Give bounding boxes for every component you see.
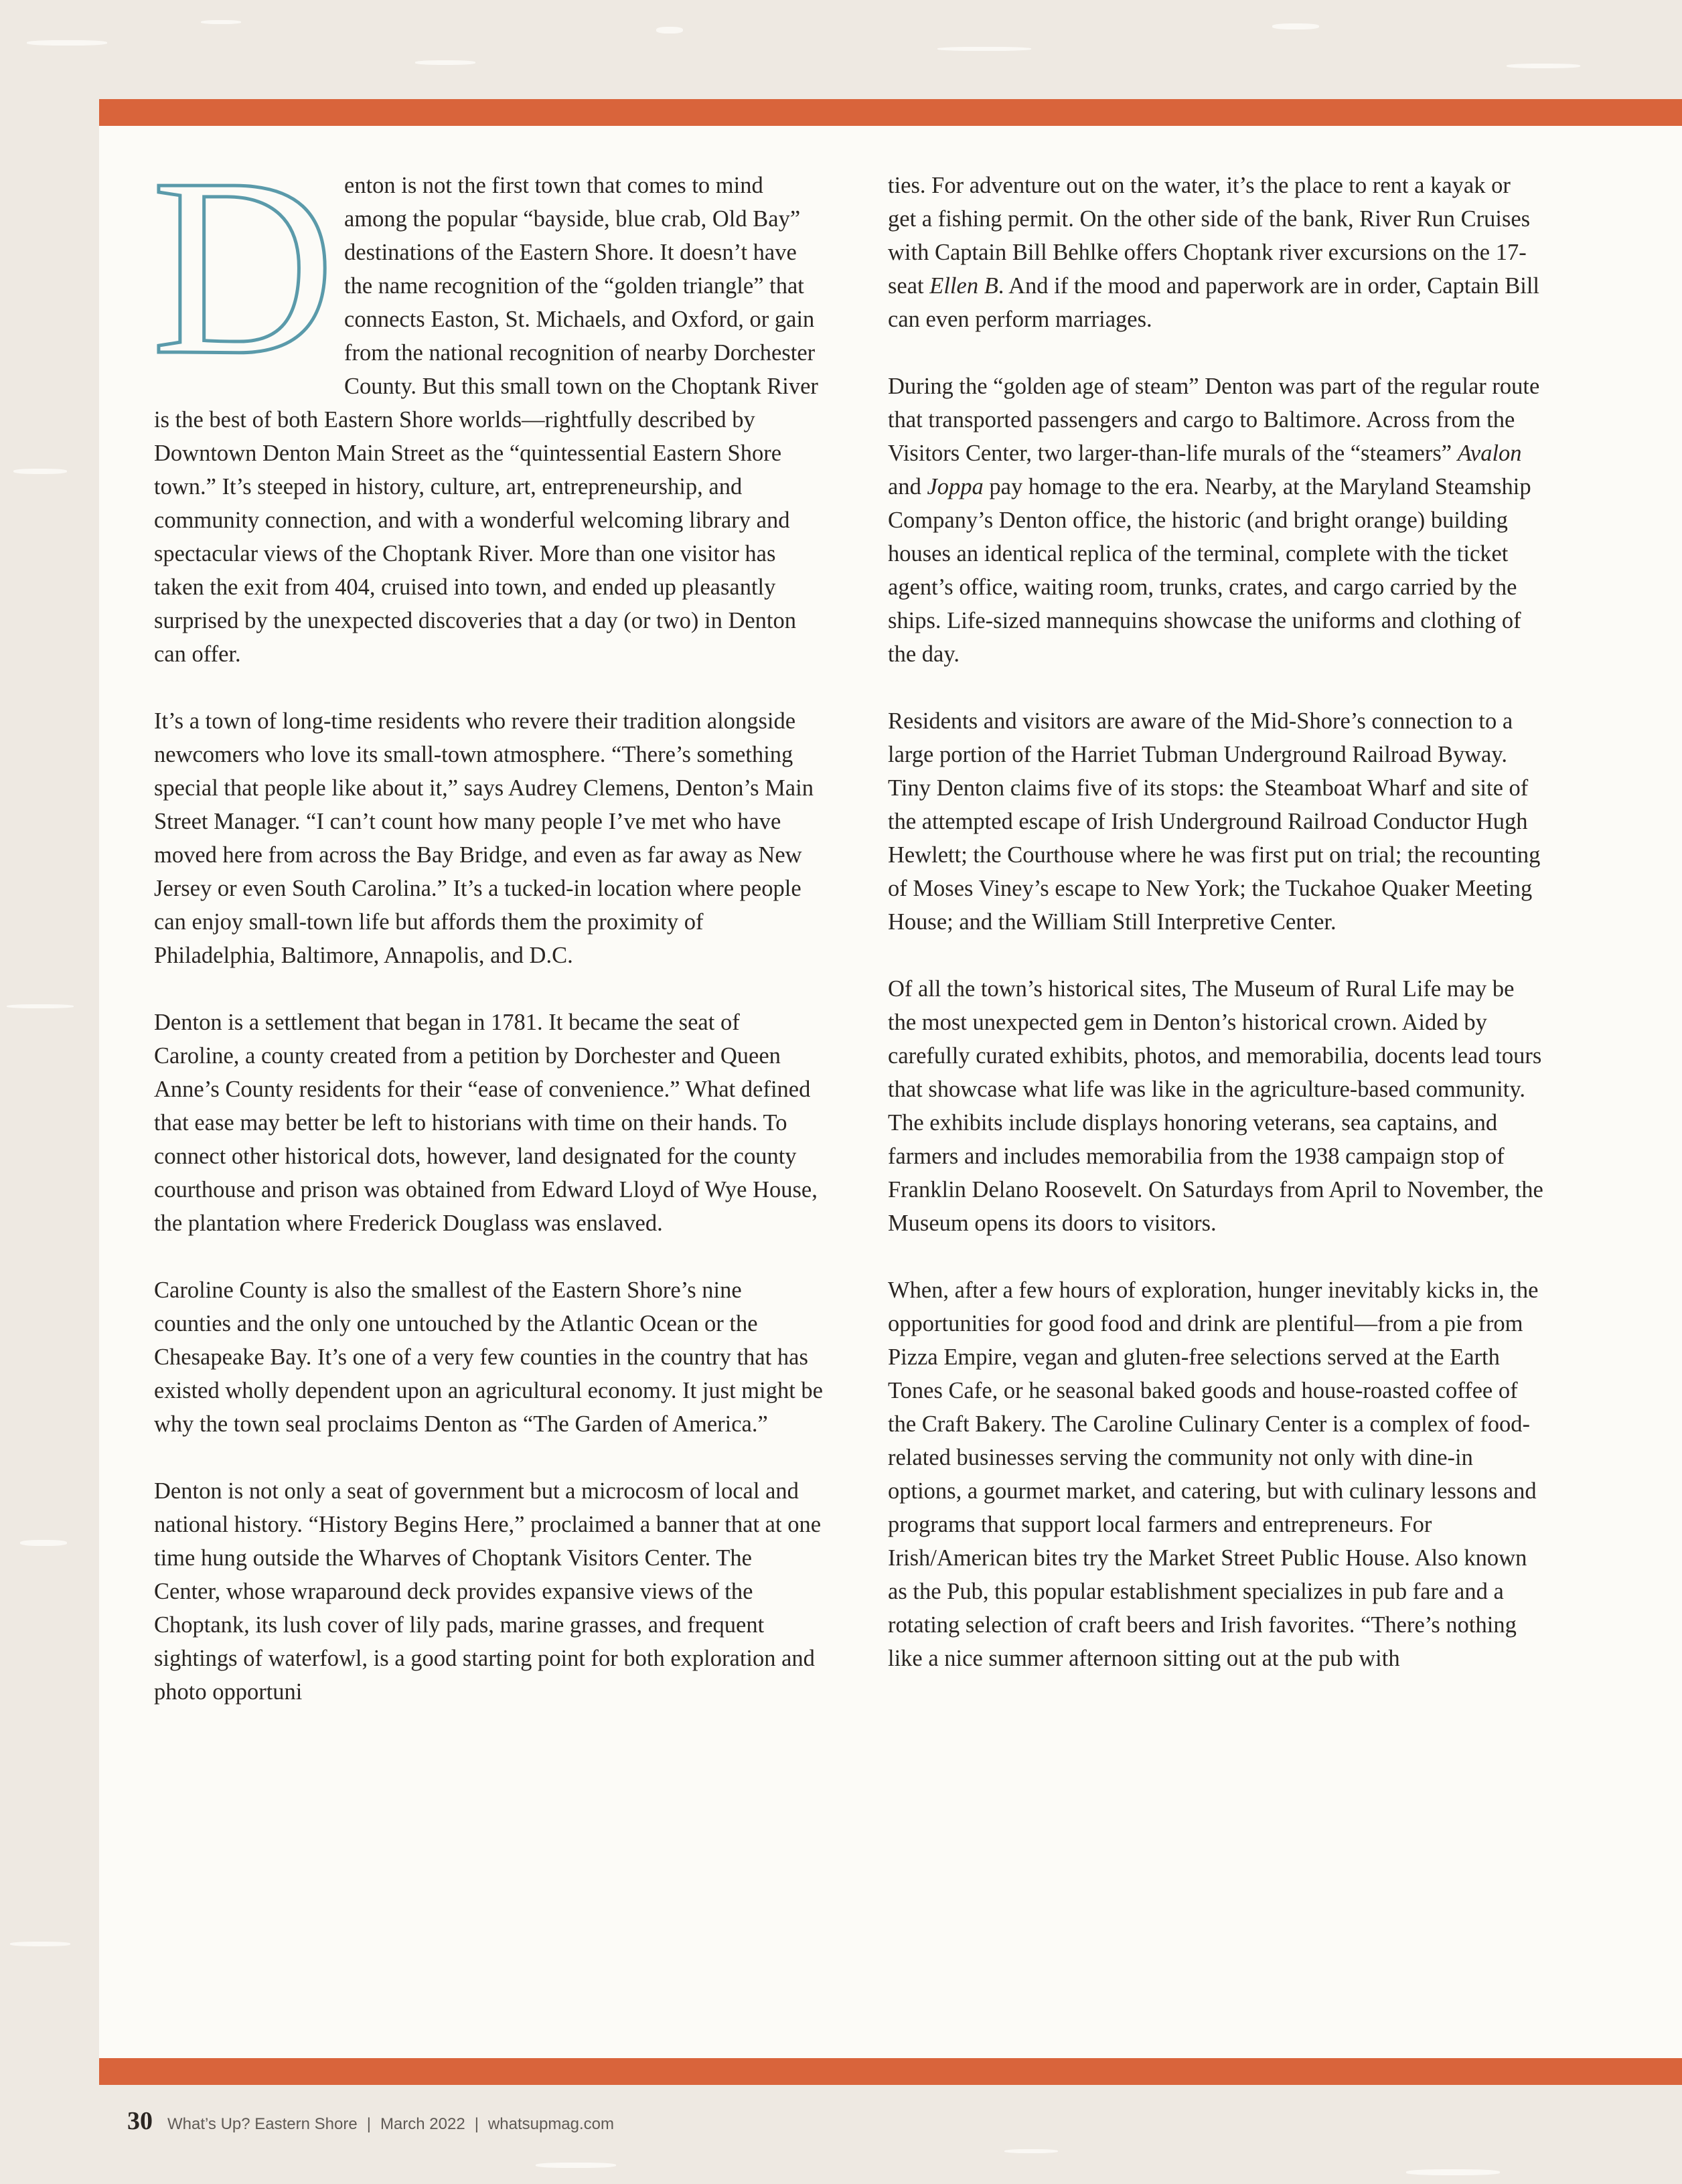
article-paragraph — [888, 704, 1544, 939]
paragraph-text: enton is not the first town that comes to mind among the popular “bayside, blue crab, Old Bay” destinations of the Eastern Shore. It doesn’t have the name recognition of the “golden triangle” that connects Easton, St. Michaels, and Oxford, or gain from the national recognition of nearby Dorchester County. But this small town on the Choptank River is the best of both Eastern Shore worlds—rightfully described by Downtown Denton Main Street as the “quintessential Eastern Shore town.” It’s steeped in history, culture, art, entrepreneurship, and community connection, and with a wonderful welcoming library and spectacular views of the Choptank River. More than one visitor has taken the exit from 404, cruised into town, and ended up pleasantly surprised by the unexpected discoveries that a day (or two) in Denton can offer. — [154, 173, 818, 667]
paragraph-text: Caroline County is also the smallest of the Eastern Shore’s nine counties and the only one untouched by the Atlantic Ocean or the Chesapeake Bay. It’s one of a very few counties in the country that has existed wholly dependent upon an agricultural economy. It just might be why the town seal proclaims Denton as “The Garden of America.” — [154, 1277, 823, 1437]
paragraph-text: ties. For adventure out on the water, it’s the place to rent a kayak or get a fishing permit. On the other side of the bank, River Run Cruises with Captain Bill Behlke offers Choptank river excursions on the 17-seat — [888, 173, 1531, 299]
paragraph-text: During the “golden age of steam” Denton was part of the regular route that transported passengers and cargo to Baltimore. Across from the Visitors Center, two larger-than-life murals of the “steamers” — [888, 374, 1540, 466]
website-link[interactable]: whatsupmag.com — [487, 2115, 615, 2133]
paragraph-text: When, after a few hours of exploration, hunger inevitably kicks in, the opportunities for good food and drink are plentiful—from a pie from Pizza Empire, vegan and gluten-free selections served at the Earth Tones Cafe, or he seasonal baked goods and house-roasted coffee of the Craft Bakery. The Caroline Culinary Center is a complex of food-related businesses serving the community not only with dine-in options, a gourmet market, and catering, but with culinary lessons and programs that support local farmers and entrepreneurs. For Irish/American bites try the Market Street Public House. Also known as the Pub, this popular establishment specializes in pub fare and a rotating selection of craft beers and Irish favorites. “There’s nothing like a nice summer afternoon sitting out at the pub with — [888, 1277, 1539, 1671]
article-paragraph — [154, 1474, 824, 1709]
svg-text:D: D — [151, 126, 335, 408]
paragraph-text: pay homage to the era. Nearby, at the Maryland Steamship Company’s Denton office, the historic (and bright orange) building houses an identical replica of the terminal, complete with the ticket agent’s office, waiting room, trunks, crates, and cargo carried by the ships. Life-sized mannequins showcase the uniforms and clothing of the day. — [888, 474, 1531, 667]
footer-separator: | — [474, 2115, 479, 2133]
article-paragraph — [888, 370, 1544, 671]
article-column-right — [888, 169, 1544, 1675]
issue-date: March 2022 — [380, 2115, 465, 2133]
article-paragraph — [888, 1273, 1544, 1675]
article-paragraph — [888, 169, 1544, 336]
paragraph-text: Residents and visitors are aware of the Mid-Shore’s connection to a large portion of the Harriet Tubman Underground Railroad Byway. Tiny Denton claims five of its stops: the Steamboat Wharf and site of the attempted escape of Irish Underground Railroad Conductor Hugh Hewlett; the Courthouse where he was first put on trial; the recounting of Moses Viney’s escape to New York; the Tuckahoe Quaker Meeting House; and the William Still Interpretive Center. — [888, 708, 1541, 935]
article-column-left — [151, 126, 824, 1709]
paragraph-text: . And if the mood and paperwork are in order, Captain Bill can even perform marriages. — [888, 273, 1539, 332]
drop-cap — [151, 126, 344, 408]
article-paragraph — [154, 1006, 824, 1240]
right-paragraphs — [888, 169, 1544, 1675]
paragraph-text: Denton is not only a seat of government but a microcosm of local and national history. “History Begins Here,” proclaimed a banner that at one time hung outside the Wharves of Choptank Visitors Center. The Center, whose wraparound deck provides expansive views of the Choptank, its lush cover of lily pads, marine grasses, and frequent sightings of waterfowl, is a good starting point for both exploration and photo opportuni — [154, 1478, 822, 1705]
paragraph-text: Of all the town’s historical sites, The Museum of Rural Life may be the most unexpected gem in Denton’s historical crown. Aided by carefully curated exhibits, photos, and memorabilia, docents lead tours that showcase what life was like in the agriculture-based community. The exhibits include displays honoring veterans, sea captains, and farmers and includes memorabilia from the 1938 campaign stop of Franklin Delano Roosevelt. On Saturdays from April to November, the Museum opens its doors to visitors. — [888, 976, 1543, 1236]
article-paragraph — [154, 1273, 824, 1441]
italic-text: Ellen B — [929, 273, 998, 299]
paragraph-text: Denton is a settlement that began in 1781. It became the seat of Caroline, a county created from a petition by Dorchester and Queen Anne’s County residents for their “ease of convenience.” What defined that ease may better be left to historians with time on their hands. To connect other historical dots, however, land designated for the county courthouse and prison was obtained from Edward Lloyd of Wye House, the plantation where Frederick Douglass was enslaved. — [154, 1010, 818, 1236]
page-number: 30 — [127, 2107, 153, 2135]
publication-name: What’s Up? Eastern Shore — [167, 2115, 358, 2133]
bottom-accent-bar — [99, 2058, 1682, 2085]
italic-text: Joppa — [927, 474, 984, 499]
paragraph-text: and — [888, 474, 927, 499]
top-accent-bar — [99, 99, 1682, 126]
drop-cap-letter — [151, 126, 335, 408]
italic-text: Avalon — [1457, 441, 1522, 466]
article-paragraph — [888, 972, 1544, 1240]
footer-separator: | — [366, 2115, 371, 2133]
article-paragraph — [154, 704, 824, 972]
paragraph-text: It’s a town of long-time residents who revere their tradition alongside newcomers who love its small-town atmosphere. “There’s something special that people like about it,” says Audrey Clemens, Denton’s Main Street Manager. “I can’t count how many people I’ve met who have moved here from across the Bay Bridge, and even as far away as New Jersey or even South Carolina.” It’s a tucked-in location where people can enjoy small-town life but affords them the proximity of Philadelphia, Baltimore, Annapolis, and D.C. — [154, 708, 814, 968]
page-footer — [127, 2106, 614, 2137]
